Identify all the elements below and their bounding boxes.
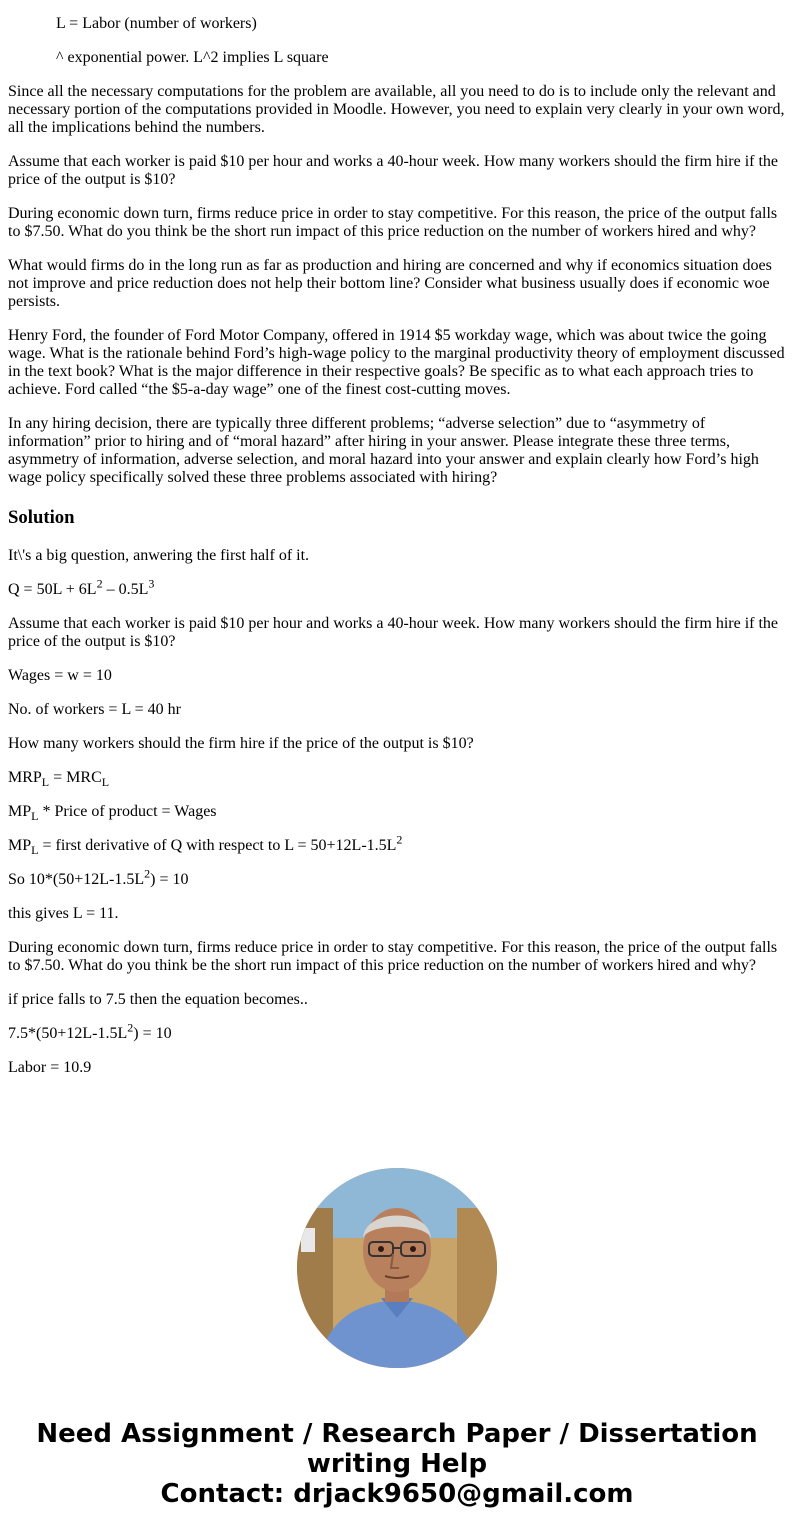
eq-sub: L <box>31 843 39 858</box>
eq-part: = first derivative of Q with respect to L = 50+12L-1.5L <box>38 837 397 854</box>
contact-banner <box>0 1419 794 1509</box>
eq-part: – 0.5L <box>102 581 149 598</box>
mp-price-equation <box>8 803 786 824</box>
hire-question: How many workers should the firm hire if the price of the output is $10? <box>8 735 474 752</box>
document-body <box>0 15 794 1077</box>
eq-part: = MRC <box>49 769 102 786</box>
eq-part: * Price of product = Wages <box>38 803 217 820</box>
eq-part: MP <box>8 837 32 854</box>
solution-heading: Solution <box>8 507 75 528</box>
banner-line-1: Need Assignment / Research Paper / Dissertation <box>36 1419 758 1449</box>
workers-line: No. of workers = L = 40 hr <box>8 701 181 718</box>
banner-line-2: writing Help <box>306 1449 488 1479</box>
eq-part: 7.5*(50+12L-1.5L <box>8 1025 128 1042</box>
solution-question-2: During economic down turn, firms reduce price in order to stay competitive. For this reason, the price of the output falls to $7.50. What do you think be the short run impact of this price reduction on the number of workers hired and why? <box>8 939 778 974</box>
eq-part: So 10*(50+12L-1.5L <box>8 871 145 888</box>
eq-sub: L <box>101 775 110 790</box>
result-line: this gives L = 11. <box>8 905 119 922</box>
so-equation <box>8 866 786 889</box>
solution-opening: It\'s a big question, anwering the first half of it. <box>8 547 310 564</box>
banner-contact-email: Contact: drjack9650@gmail.com <box>160 1479 634 1509</box>
labor-result: Labor = 10.9 <box>8 1059 92 1076</box>
definition-power: ^ exponential power. L^2 implies L square <box>56 49 329 66</box>
eq-sup: 2 <box>396 832 403 847</box>
eq-sup: 2 <box>127 1020 134 1035</box>
eq-part: MRP <box>8 769 42 786</box>
eq-part: ) = 10 <box>133 1025 172 1042</box>
eq-sub: L <box>41 775 50 790</box>
mp-derivative-equation <box>8 832 786 858</box>
question-5: In any hiring decision, there are typically three different problems; “adverse selection” due to “asymmetry of information” prior to hiring and of “moral hazard” after hiring in your answer. Please integrate these three terms, asymmetry of information, adverse selection, and moral hazard into your answer and explain clearly how Ford’s high wage policy specifically solved these three problems associated with hiring? <box>8 415 759 486</box>
tutor-avatar <box>297 1168 497 1368</box>
avatar-photo-illustration <box>297 1168 497 1368</box>
question-2: During economic down turn, firms reduce price in order to stay competitive. For this reason, the price of the output falls to $7.50. What do you think be the short run impact of this price reduction on the number of workers hired and why? <box>8 205 778 240</box>
eq-sup: 2 <box>96 576 103 591</box>
question-4: Henry Ford, the founder of Ford Motor Company, offered in 1914 $5 workday wage, which was about twice the going wage. What is the rationale behind Ford’s high-wage policy to the marginal productivity theory of employment discussed in the text book? What is the major difference in their respective goals? Be specific as to what each approach tries to achieve. Ford called “the $5-a-day wage” one of the finest cost-cutting moves. <box>8 327 785 398</box>
eq-part: MP <box>8 803 32 820</box>
definition-labor: L = Labor (number of workers) <box>56 15 257 32</box>
question-3: What would firms do in the long run as far as production and hiring are concerned and why if economics situation does not improve and price reduction does not help their bottom line? Consider what business usually does if economic woe persists. <box>8 257 772 310</box>
equation-7-5 <box>8 1020 786 1043</box>
eq-sup: 2 <box>144 866 151 881</box>
solution-question-1: Assume that each worker is paid $10 per hour and works a 40-hour week. How many workers should the firm hire if the price of the output is $10? <box>8 615 779 650</box>
eq-sub: L <box>31 809 39 824</box>
price-falls-line: if price falls to 7.5 then the equation becomes.. <box>8 991 308 1008</box>
mrp-equation <box>8 769 786 790</box>
eq-part: ) = 10 <box>150 871 189 888</box>
production-function <box>8 576 786 599</box>
eq-sup: 3 <box>148 576 155 591</box>
wages-line: Wages = w = 10 <box>8 667 112 684</box>
eq-part: Q = 50L + 6L <box>8 581 97 598</box>
question-1: Assume that each worker is paid $10 per hour and works a 40-hour week. How many workers should the firm hire if the price of the output is $10? <box>8 153 779 188</box>
intro-paragraph: Since all the necessary computations for the problem are available, all you need to do is to include only the relevant and necessary portion of the computations provided in Moodle. However, you need to explain very clearly in your own word, all the implications behind the numbers. <box>8 83 785 136</box>
